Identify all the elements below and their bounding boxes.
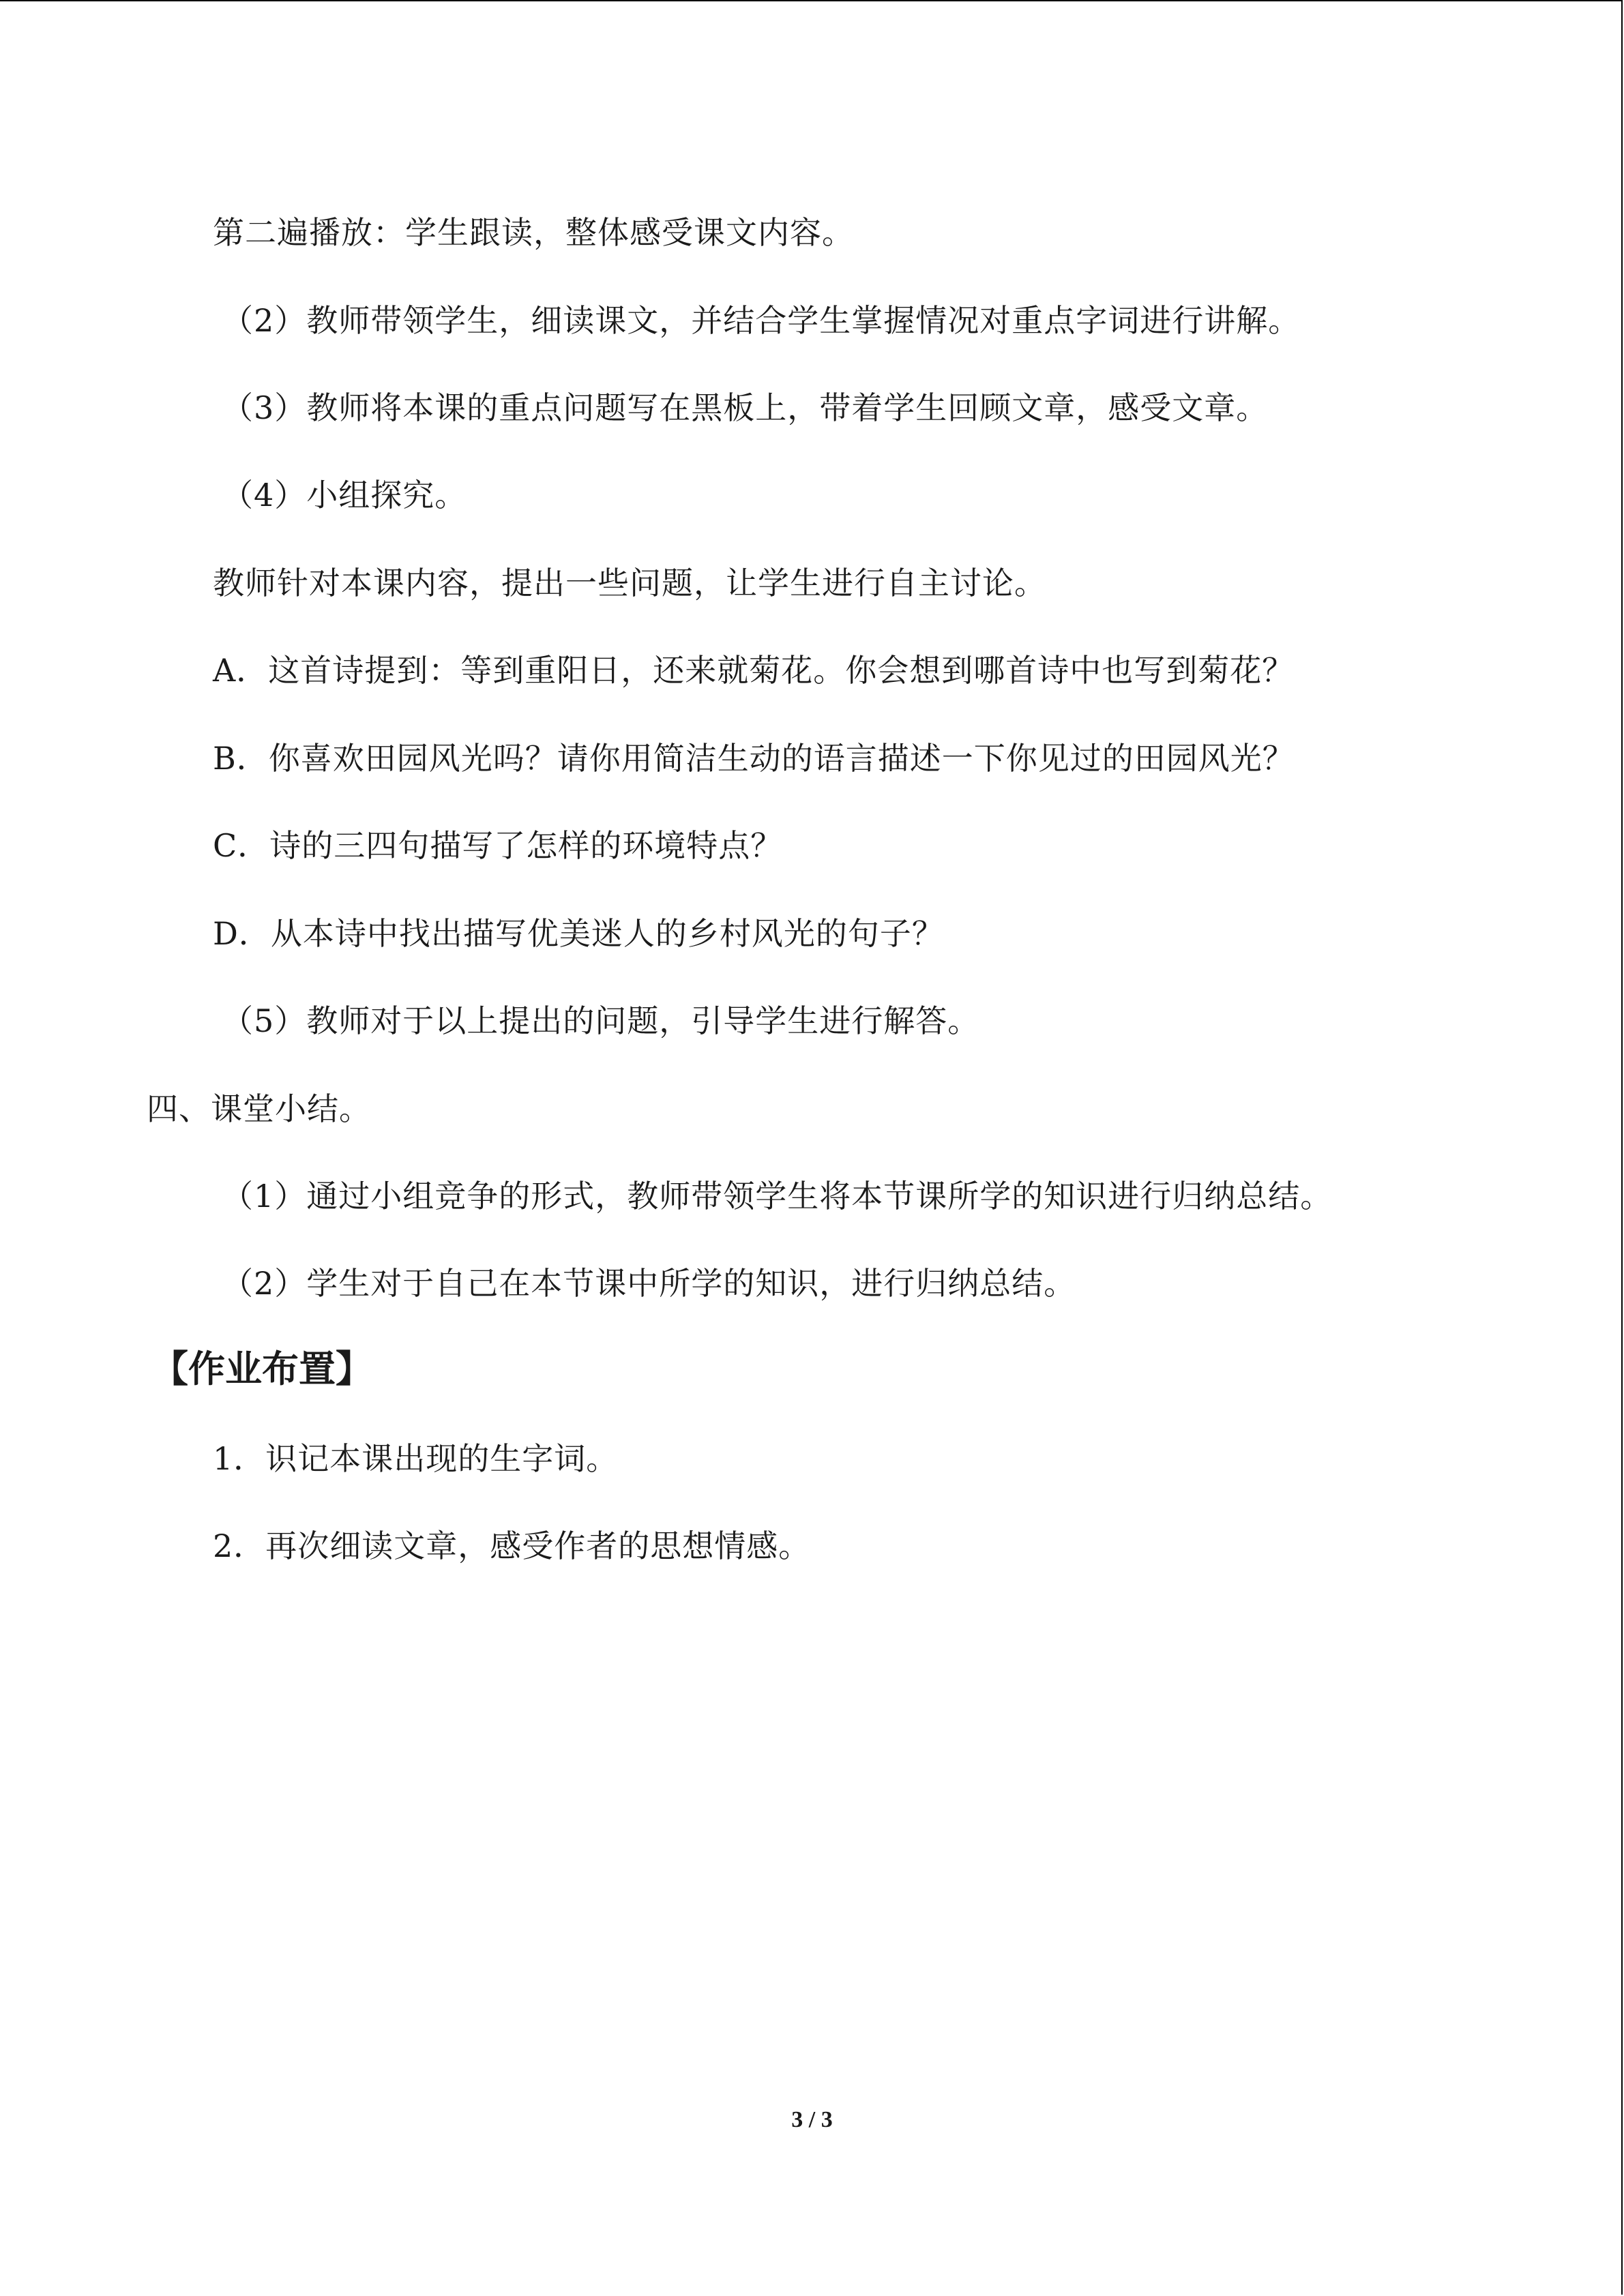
paragraph-second-playback: 第二遍播放：学生跟读，整体感受课文内容。 xyxy=(213,214,854,251)
paragraph-step-3: （3）教师将本课的重点问题写在黑板上，带着学生回顾文章，感受文章。 xyxy=(222,389,1269,426)
question-d: D．从本诗中找出描写优美迷人的乡村风光的句子？ xyxy=(213,915,944,952)
homework-heading: 【作业布置】 xyxy=(151,1347,372,1390)
homework-item-2: 2．再次细读文章，感受作者的思想情感。 xyxy=(213,1527,811,1564)
paragraph-teacher-questions: 教师针对本课内容，提出一些问题，让学生进行自主讨论。 xyxy=(213,565,1046,601)
question-c: C．诗的三四句描写了怎样的环境特点？ xyxy=(213,827,783,864)
section-heading-summary: 四、课堂小结。 xyxy=(147,1090,371,1127)
page-number: 3 / 3 xyxy=(791,2107,833,2132)
summary-item-1: （1）通过小组竞争的形式，教师带领学生将本节课所学的知识进行归纳总结。 xyxy=(222,1178,1333,1214)
question-a: A．这首诗提到：等到重阳日，还来就菊花。你会想到哪首诗中也写到菊花？ xyxy=(213,652,1295,689)
paragraph-step-4: （4）小组探究。 xyxy=(222,477,467,513)
paragraph-step-5: （5）教师对于以上提出的问题，引导学生进行解答。 xyxy=(222,1002,980,1039)
homework-item-1: 1．识记本课出现的生字词。 xyxy=(213,1440,619,1477)
paragraph-step-2: （2）教师带领学生，细读课文，并结合学生掌握情况对重点字词进行讲解。 xyxy=(222,302,1301,339)
question-b: B．你喜欢田园风光吗？请你用简洁生动的语言描述一下你见过的田园风光？ xyxy=(213,740,1295,777)
summary-item-2: （2）学生对于自己在本节课中所学的知识，进行归纳总结。 xyxy=(222,1265,1076,1302)
